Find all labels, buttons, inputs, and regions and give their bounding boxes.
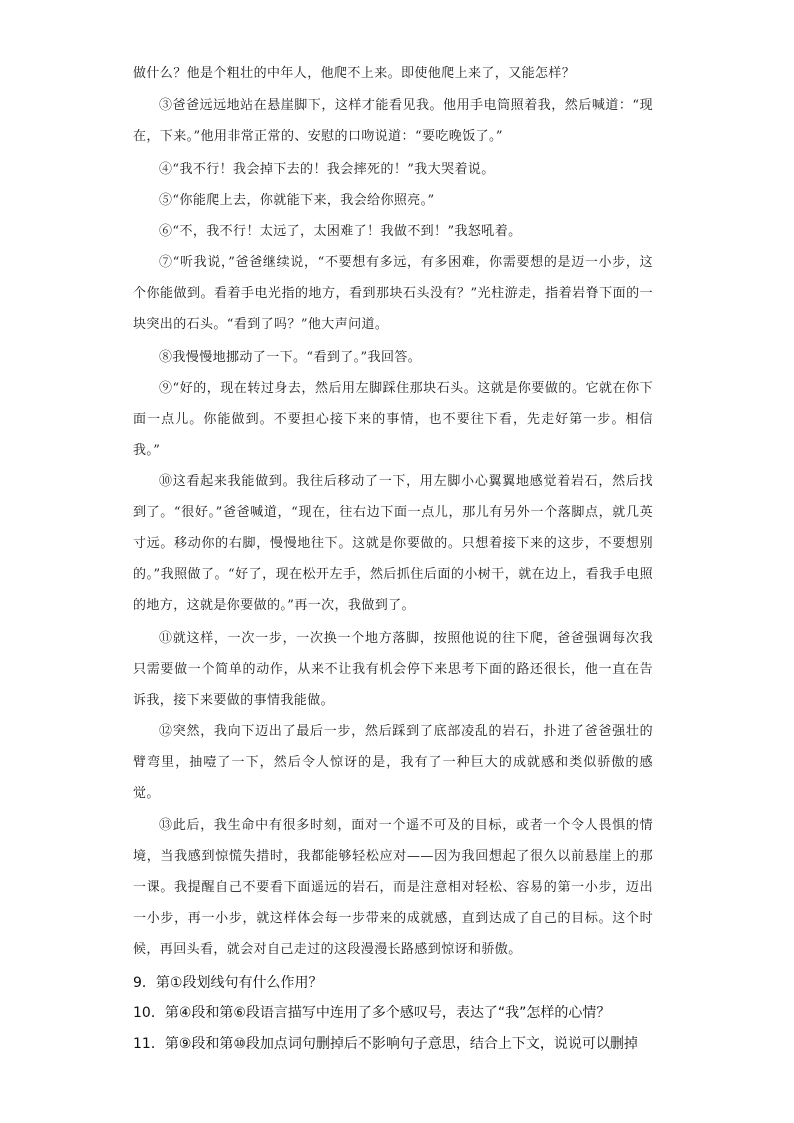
paragraph-continuation: 做什么？他是个粗壮的中年人，他爬不上来。即使他爬上来了，又能怎样？ <box>133 66 576 81</box>
paragraph-3: ③爸爸远远地站在悬崖脚下，这样才能看见我。他用手电筒照着我，然后喊道：“现在，下来。”他用非常正常的、安慰的口吻说道：“要吃晚饭了。” <box>133 98 653 144</box>
paragraph-7: ⑦“听我说，”爸爸继续说，“不要想有多远，有多困难，你需要想的是迈一小步，这个你能做到。看着手电光指的地方，看到那块石头没有？”光柱游走，指着岩脊下面的一块突出的石头。“看到了吗？”他大声问道。 <box>133 255 653 332</box>
paragraph-6: ⑥“不，我不行！太远了，太困难了！我做不到！”我怒吼着。 <box>159 224 522 239</box>
paragraph-9: ⑨“好的，现在转过身去，然后用左脚踩住那块石头。这就是你要做的。它就在你下面一点儿。你能做到。不要担心接下来的事情，也不要往下看，先走好第一步。相信我。” <box>133 381 653 458</box>
paragraph-11: ⑪就这样，一次一步，一次换一个地方落脚，按照他说的往下爬，爸爸强调每次我只需要做一个简单的动作，从来不让我有机会停下来思考下面的路还很长，他一直在告诉我，接下来要做的事情我能做。 <box>133 631 653 708</box>
paragraph-13: ⑬此后，我生命中有很多时刻，面对一个遥不可及的目标，或者一个令人畏惧的情境，当我感到惊慌失措时，我都能够轻松应对——因为我回想起了很久以前悬崖上的那一课。我提醒自己不要看下面遥远的岩石，而是注意相对轻松、容易的第一小步，迈出一小步，再一小步，就这样体会每一步带来的成就感，直到达成了自己的目标。这个时候，再回头看，就会对自己走过的这段漫漫长路感到惊讶和骄傲。 <box>133 818 653 957</box>
question-9: 9．第①段划线句有什么作用？ <box>133 975 323 991</box>
paragraph-4: ④“我不行！我会掉下去的！我会摔死的！”我大哭着说。 <box>159 162 495 177</box>
paragraph-8: ⑧我慢慢地挪动了一下。“看到了。”我回答。 <box>159 350 422 365</box>
paragraph-12: ⑫突然，我向下迈出了最后一步，然后踩到了底部凌乱的岩石，扑进了爸爸强壮的臂弯里，抽噎了一下，然后令人惊讶的是，我有了一种巨大的成就感和类似骄傲的感觉。 <box>133 724 653 801</box>
question-11: 11．第⑨段和第⑩段加点词句删掉后不影响句子意思，结合上下文，说说可以删掉 <box>133 1036 638 1052</box>
question-10: 10．第④段和第⑥段语言描写中连用了多个感叹号，表达了“我”怎样的心情？ <box>133 1005 611 1021</box>
paragraph-5: ⑤“你能爬上去，你就能下来，我会给你照亮。” <box>159 193 435 208</box>
paragraph-10: ⑩这看起来我能做到。我往后移动了一下，用左脚小心翼翼地感觉着岩石，然后找到了。“很好。”爸爸喊道，“现在，往右边下面一点儿，那儿有另外一个落脚点，就几英寸远。移动你的右脚，慢慢地往下。这就是你要做的。只想着接下来的这步，不要想别的。”我照做了。“好了，现在松开左手，然后抓住后面的小树干，就在边上，看我手电照的地方，这就是你要做的。”再一次，我做到了。 <box>133 474 653 613</box>
